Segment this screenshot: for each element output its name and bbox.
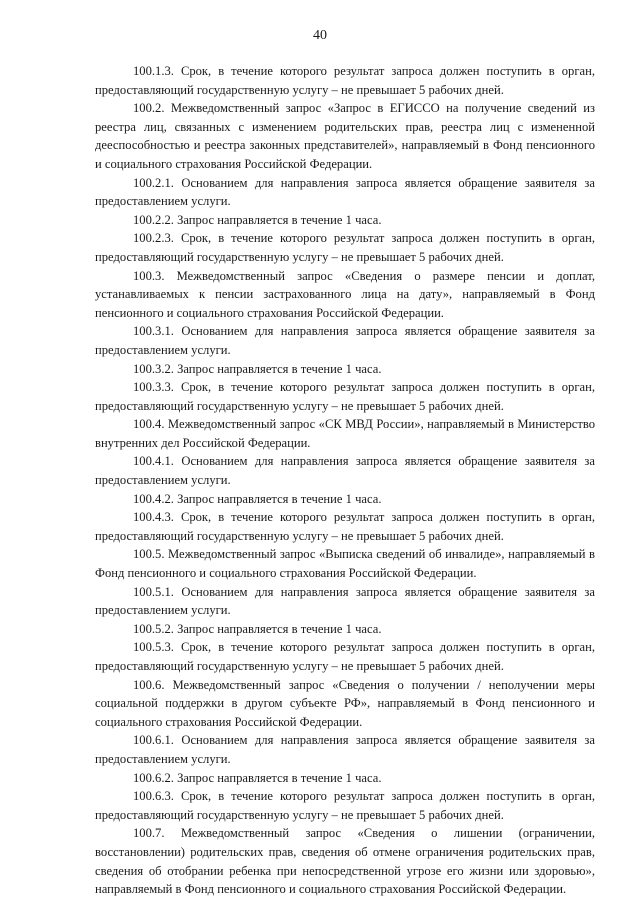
paragraph-100-3-2: 100.3.2. Запрос направляется в течение 1 часа.: [133, 361, 382, 376]
paragraph-100-6-2: 100.6.2. Запрос направляется в течение 1 часа.: [133, 770, 382, 785]
paragraph-100-1-3: 100.1.3. Срок, в течение которого результат запроса должен поступить в орган, предоставляющий государственную услугу – не превышает 5 рабочих дней.: [95, 64, 595, 97]
paragraph-100-2-1: 100.2.1. Основанием для направления запроса является обращение заявителя за предоставлением услуги.: [95, 175, 595, 209]
paragraph-100-3-1: 100.3.1. Основанием для направления запроса является обращение заявителя за предоставлением услуги.: [95, 324, 595, 357]
page-number: 40: [313, 28, 327, 43]
paragraph-100-4-2: 100.4.2. Запрос направляется в течение 1 часа.: [133, 491, 382, 506]
paragraph-100-5-1: 100.5.1. Основанием для направления запроса является обращение заявителя за предоставлением услуги.: [95, 584, 595, 618]
paragraph-100-3-3: 100.3.3. Срок, в течение которого результат запроса должен поступить в орган, предоставляющий государственную услугу – не превышает 5 рабочих дней.: [95, 380, 595, 413]
paragraph-100-4-3: 100.4.3. Срок, в течение которого результат запроса должен поступить в орган, предоставляющий государственную услугу – не превышает 5 рабочих дней.: [95, 510, 595, 543]
paragraph-100-6: 100.6. Межведомственный запрос «Сведения о получении / неполучении меры социальной поддержки в другом субъекте РФ», направляемый в Фонд пенсионного и социального страхования Российской Федерации.: [95, 677, 595, 729]
paragraph-100-2-2: 100.2.2. Запрос направляется в течение 1 часа.: [133, 212, 382, 227]
paragraph-100-5-2: 100.5.2. Запрос направляется в течение 1 часа.: [133, 621, 382, 636]
paragraph-100-3: 100.3. Межведомственный запрос «Сведения о размере пенсии и доплат, устанавливаемых к пенсии застрахованного лица на дату», направляемый в Фонд пенсионного и социального страхования Российской Федерации.: [95, 268, 595, 320]
document-body: [95, 62, 595, 899]
paragraph-100-2-3: 100.2.3. Срок, в течение которого результат запроса должен поступить в орган, предоставляющий государственную услугу – не превышает 5 рабочих дней.: [95, 231, 595, 264]
paragraph-100-6-3: 100.6.3. Срок, в течение которого результат запроса должен поступить в орган, предоставляющий государственную услугу – не превышает 5 рабочих дней.: [95, 789, 595, 822]
paragraph-100-5-3: 100.5.3. Срок, в течение которого результат запроса должен поступить в орган, предоставляющий государственную услугу – не превышает 5 рабочих дней.: [95, 640, 595, 673]
paragraph-100-4: 100.4. Межведомственный запрос «СК МВД России», направляемый в Министерство внутренних дел Российской Федерации.: [95, 417, 595, 450]
paragraph-100-2: 100.2. Межведомственный запрос «Запрос в ЕГИССО на получение сведений из реестра лиц, связанных с изменением родительских прав, реестра лиц с измененной дееспособностью и реестра законных представителей», направляемый в Фонд пенсионного и социального страхования Российской Федерации.: [95, 101, 595, 171]
paragraph-100-4-1: 100.4.1. Основанием для направления запроса является обращение заявителя за предоставлением услуги.: [95, 454, 595, 488]
paragraph-100-5: 100.5. Межведомственный запрос «Выписка сведений об инвалиде», направляемый в Фонд пенсионного и социального страхования Российской Федерации.: [95, 547, 595, 581]
paragraph-100-7: 100.7. Межведомственный запрос «Сведения о лишении (ограничении, восстановлении) родительских прав, сведения об отмене ограничения родительских прав, сведения об отобрании ребенка при непосредственной угрозе его жизни или здоровью», направляемый в Фонд пенсионного и социального страхования Российской Федерации.: [95, 826, 595, 897]
paragraph-100-6-1: 100.6.1. Основанием для направления запроса является обращение заявителя за предоставлением услуги.: [95, 733, 595, 766]
